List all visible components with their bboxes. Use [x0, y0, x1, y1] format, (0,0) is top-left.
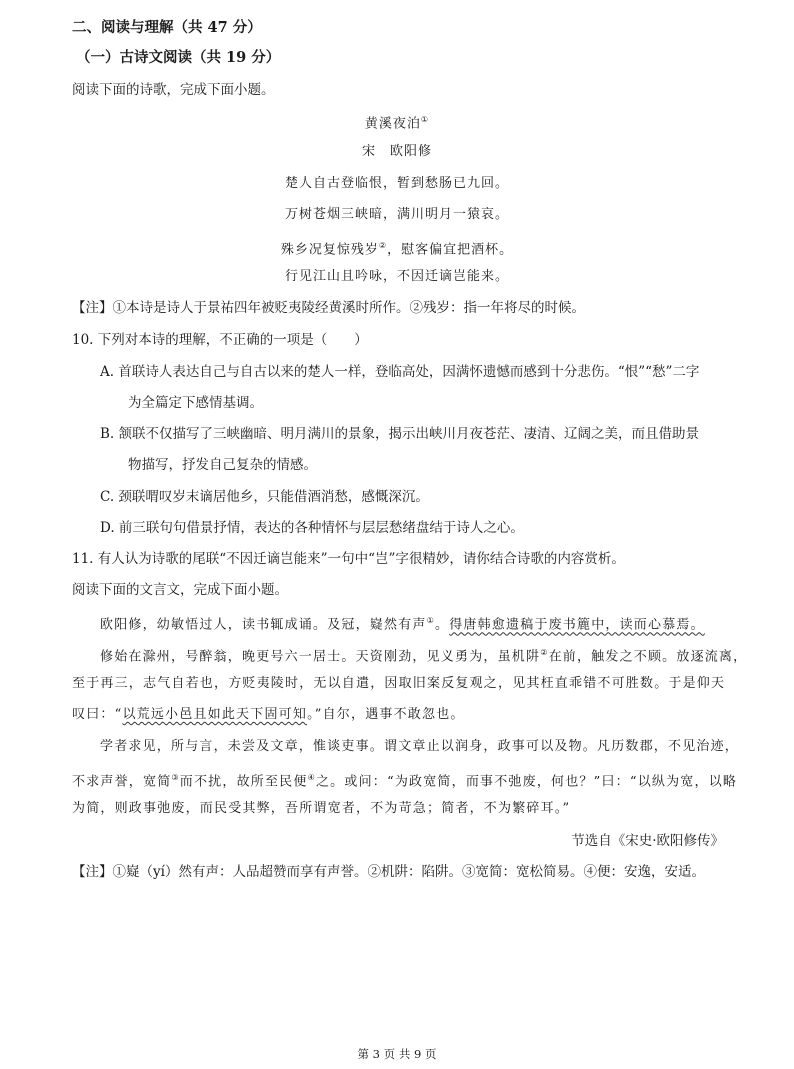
q10-stem: 10. 下列对本诗的理解，不正确的一项是（ ）: [72, 332, 368, 348]
prose-line-2-a: 修始在滁州，号醉翁，晚更号六一居士。天资刚劲，见义勇为，虽机阱: [100, 649, 541, 665]
poem-line-2: 万树苍烟三峡暗，满川明月一猿哀。: [284, 207, 509, 222]
poem-line-3-b: ，慰客偏宜把酒杯。: [387, 242, 514, 258]
prose-line-4-a: 叹曰：“: [72, 707, 123, 722]
prose-line-6: [72, 768, 737, 792]
prose-note: 【注】①嶷（yí）然有声：人品超赞而享有声誉。②机阱：陷阱。③宽简：宽松简易。④便：安逸，安适。: [72, 864, 705, 880]
prose-wavy-sentence-2: 以荒远小邑且如此天下固可知: [122, 707, 308, 722]
prose-line-5: 学者求见，所与言，未尝及文章，惟谈吏事。谓文章止以润身，政事可以及物。凡历数郡，不见治迹，: [100, 739, 740, 754]
prose-line-2-b: 在前，触发之不顾。放逐流离，: [548, 649, 748, 665]
prose-wavy-sentence-1: 得唐韩愈遗稿于废书簏中，读而心慕焉。: [449, 617, 705, 633]
prose-note-1: ①: [426, 616, 435, 625]
poem-line-3-note: ②: [378, 241, 388, 250]
poem-author: 宋 欧阳修: [361, 144, 432, 159]
poem-line-4: 行见江山且吟咏，不因迁谪岂能来。: [284, 269, 509, 284]
prose-line-2: [100, 643, 747, 667]
prose-line-7: 为简，则政事弛废，而民受其弊，吾所谓宽者，不为苛急；简者，不为繁碎耳。”: [72, 801, 571, 816]
prose-line-6-a: 不求声誉，宽简: [72, 774, 172, 790]
prose-intro: 阅读下面的文言文，完成下面小题。: [72, 582, 288, 598]
poem-line-1: 楚人自古登临恨，暂到愁肠已九回。: [284, 176, 509, 191]
page-footer: 第 3 页 共 9 页: [357, 1047, 437, 1061]
subsection-title: （一）古诗文阅读（共 19 分）: [76, 49, 281, 66]
section-title: 二、阅读与理解（共 47 分）: [72, 19, 262, 36]
poem-title: [0, 110, 794, 134]
prose-line-1-b: 。: [434, 617, 450, 633]
q10-option-a-cont: 为全篇定下感情基调。: [128, 395, 263, 411]
prose-line-4: [72, 705, 465, 725]
prose-line-3: 至于再三，志气自若也，方贬夷陵时，无以自遣，因取旧案反复观之，见其枉直乖错不可胜数。于是仰天: [72, 676, 726, 691]
q10-option-b: B. 颔联不仅描写了三峡幽暗、明月满川的景象，揭示出峡川月夜苍茫、凄清、辽阔之美，而且借助景: [100, 426, 700, 442]
poem-intro: 阅读下面的诗歌，完成下面小题。: [72, 82, 275, 98]
prose-note-3: ③: [171, 773, 180, 782]
poem-title-text: 黄溪夜泊: [364, 116, 421, 132]
poem-line-3: [0, 236, 794, 260]
q10-option-d: D. 前三联句句借景抒情，表达的各种情怀与层层愁绪盘结于诗人之心。: [100, 520, 524, 536]
prose-line-4-b: 。”自尔，遇事不敢忽也。: [307, 707, 465, 722]
prose-note-4: ④: [307, 773, 316, 782]
q10-option-b-cont: 物描写，抒发自己复杂的情感。: [128, 457, 317, 473]
q10-option-c: C. 颈联喟叹岁末谪居他乡，只能借酒消愁，感慨深沉。: [100, 489, 429, 505]
prose-line-1: [100, 611, 705, 635]
poem-title-note: ①: [420, 115, 430, 124]
q10-option-a: A. 首联诗人表达自己与自古以来的楚人一样，登临高处，因满怀遗憾而感到十分悲伤。“恨”“愁”二字: [100, 364, 700, 380]
prose-line-6-b: 而不扰，故所至民便: [179, 774, 308, 790]
prose-line-1-a: 欧阳修，幼敏悟过人，读书辄成诵。及冠，嶷然有声: [100, 617, 427, 633]
prose-note-2: ②: [540, 648, 549, 657]
poem-line-3-a: 殊乡况复惊残岁: [280, 242, 379, 258]
poem-note: 【注】①本诗是诗人于景祐四年被贬夷陵经黄溪时所作。②残岁：指一年将尽的时候。: [72, 300, 585, 316]
q11-stem: 11. 有人认为诗歌的尾联“不因迁谪岂能来”一句中“岂”字很精妙，请你结合诗歌的内容赏析。: [72, 551, 625, 567]
prose-line-6-c: 之。或问：“为政宽简，而事不弛废，何也？”曰：“以纵为宽，以略: [315, 774, 738, 790]
prose-source: 节选自《宋史·欧阳修传》: [571, 833, 724, 849]
